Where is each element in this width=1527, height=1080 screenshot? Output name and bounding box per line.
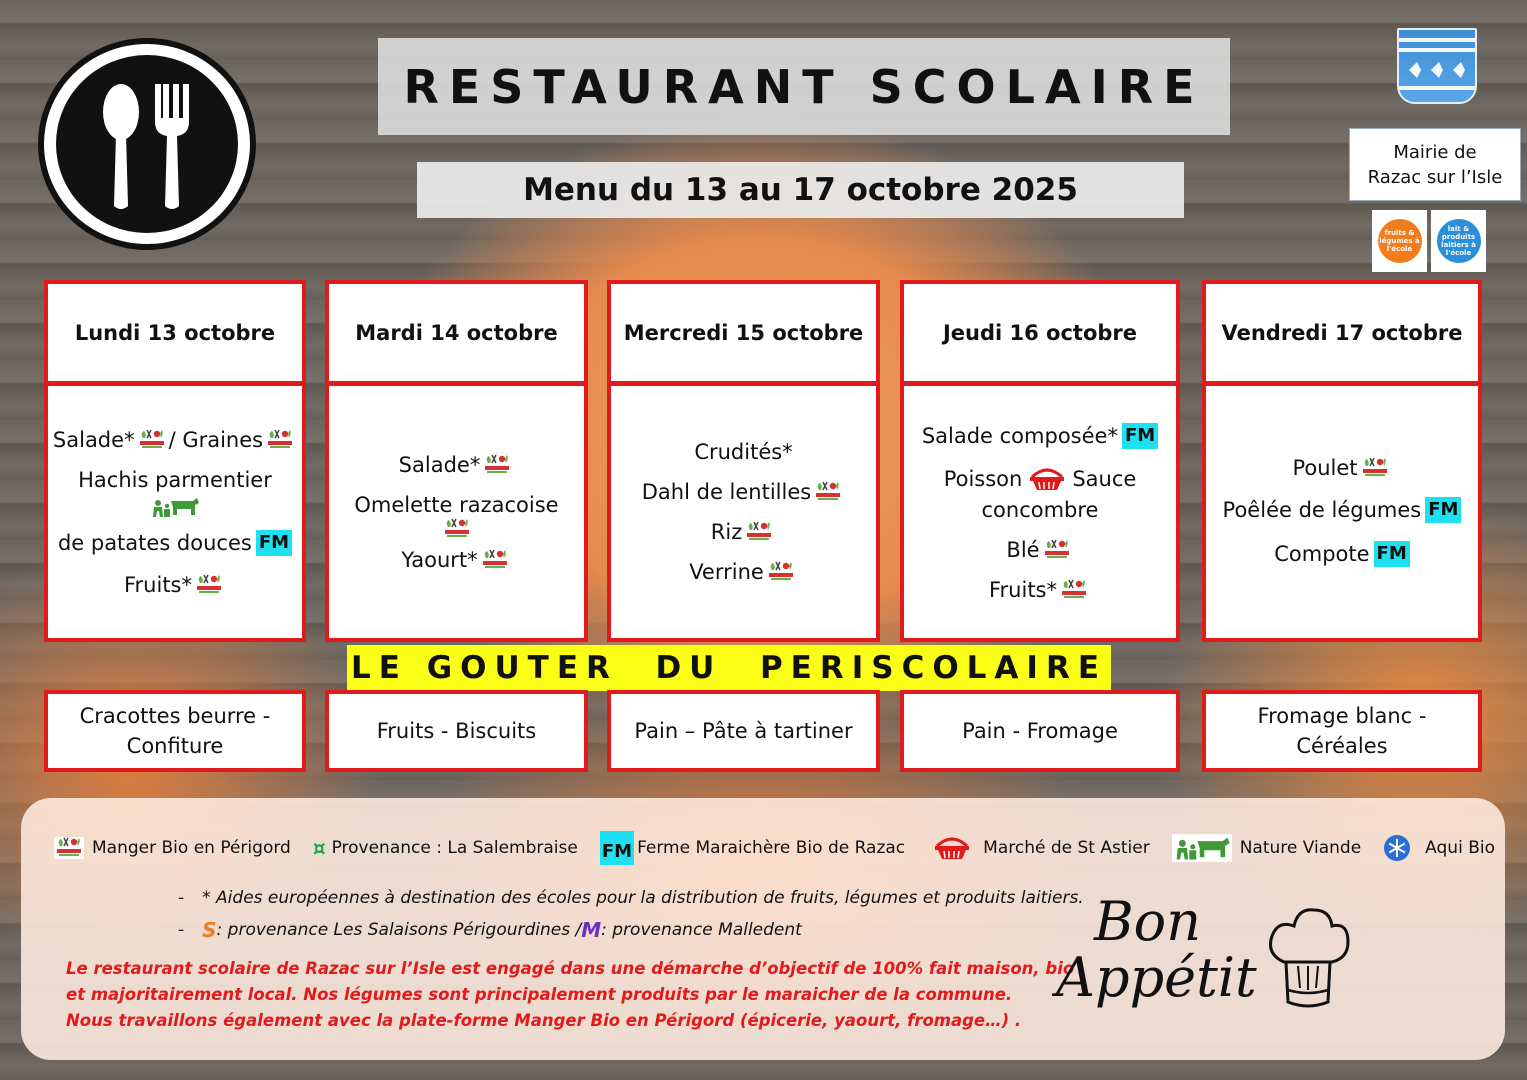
letter-m: M xyxy=(581,918,602,942)
menu-line xyxy=(1223,497,1462,523)
lait-badge-icon xyxy=(1431,210,1486,272)
legend-label: Provenance : La Salembraise xyxy=(331,838,578,858)
dish: Fruits* xyxy=(123,572,192,597)
legend-row xyxy=(52,828,1495,868)
menu-mercredi xyxy=(607,382,880,642)
fruits-badge-label: fruits & légumes à l'école xyxy=(1378,219,1422,263)
menu-line xyxy=(58,530,292,556)
commitment-line: et majoritairement local. Nos légumes sont principalement produits par le maraicher de la commune. xyxy=(66,985,1013,1004)
manger-bio-icon xyxy=(265,429,295,451)
snack-mercredi xyxy=(607,690,880,772)
snack-line: Cracottes beurre - xyxy=(79,704,271,728)
day-header-mardi xyxy=(325,280,588,385)
menu-line xyxy=(922,423,1158,449)
snack-jeudi xyxy=(900,690,1180,772)
dish: Verrine xyxy=(689,560,764,584)
legend-marche xyxy=(927,836,1150,860)
mairie-line-2: Razac sur l’Isle xyxy=(1367,166,1503,188)
snack-line: Pain - Fromage xyxy=(962,719,1118,743)
manger-bio-icon xyxy=(1360,457,1390,479)
note-text: : provenance Malledent xyxy=(601,920,802,940)
dish: Sauce xyxy=(1072,467,1137,491)
dish: Salade* xyxy=(398,452,481,477)
legend-manger-bio xyxy=(52,837,291,859)
letter-s: S xyxy=(202,918,217,942)
manger-bio-icon xyxy=(194,574,224,596)
menu-line xyxy=(1274,541,1410,567)
chef-hat-icon xyxy=(1262,902,1352,1012)
day-label: Lundi 13 octobre xyxy=(74,320,276,345)
menu-line xyxy=(989,579,1091,601)
dish: Compote xyxy=(1274,542,1370,566)
day-label: Mercredi 15 octobre xyxy=(623,320,864,345)
snack-line: Pain – Pâte à tartiner xyxy=(634,719,853,743)
dish: Riz xyxy=(710,520,743,544)
commitment-line: Nous travaillons également avec la plate-forme Manger Bio en Périgord (épicerie, yaourt, fromage…) . xyxy=(66,1011,1022,1030)
dish: concombre xyxy=(981,498,1099,522)
day-header-lundi xyxy=(44,280,306,385)
dish: Poisson xyxy=(943,467,1023,491)
menu-line xyxy=(440,518,474,540)
mairie-label xyxy=(1349,128,1521,201)
day-header-vendredi xyxy=(1202,280,1482,385)
snack-line: Fromage blanc - xyxy=(1257,704,1427,728)
menu-line xyxy=(354,494,558,516)
manger-bio-icon xyxy=(54,837,84,859)
menu-line xyxy=(53,429,297,451)
lait-badge-label: lait & produits laitiers à l'école xyxy=(1437,219,1481,263)
commitment-line: Le restaurant scolaire de Razac sur l’Isle est engagé dans une démarche d’objectif de 100% fait maison, bio xyxy=(66,959,1075,978)
day-label: Jeudi 16 octobre xyxy=(942,320,1138,345)
mairie-line-1: Mairie de xyxy=(1393,141,1477,163)
dish: Salade* xyxy=(52,427,135,452)
commitment-text xyxy=(66,956,1074,1034)
day-header-mercredi xyxy=(607,280,880,385)
snack-vendredi xyxy=(1202,690,1482,772)
legend-fm xyxy=(600,831,905,865)
menu-line xyxy=(78,469,272,491)
nature-viande-icon xyxy=(149,495,201,519)
dish: Crudités* xyxy=(694,440,793,464)
note-aides xyxy=(178,888,1084,908)
legend-label: Ferme Maraichère Bio de Razac xyxy=(637,838,906,858)
note-provenance xyxy=(178,918,802,942)
day-label: Mardi 14 octobre xyxy=(355,320,558,345)
manger-bio-icon xyxy=(1042,539,1072,561)
dish: / Graines xyxy=(168,427,264,452)
title-banner xyxy=(378,38,1230,135)
menu-line xyxy=(982,499,1099,521)
day-header-jeudi xyxy=(900,280,1180,385)
dish: Salade composée* xyxy=(921,424,1118,448)
dish: Poêlée de légumes xyxy=(1222,498,1422,522)
manger-bio-icon xyxy=(442,518,472,540)
dish: Fruits* xyxy=(988,578,1057,602)
bullet-dash: - xyxy=(178,920,185,940)
snowflake-icon xyxy=(1383,834,1411,862)
basket-icon xyxy=(1028,467,1066,491)
menu-jeudi xyxy=(900,382,1180,642)
legend-label: Manger Bio en Périgord xyxy=(92,838,291,858)
manger-bio-icon xyxy=(766,561,796,583)
page-title: RESTAURANT SCOLAIRE xyxy=(403,59,1205,114)
dish: Hachis parmentier xyxy=(78,467,272,492)
menu-line xyxy=(642,481,845,503)
bullet-dash: - xyxy=(178,888,185,908)
fm-badge: FM xyxy=(1374,541,1410,567)
gouter-banner: LE GOUTER DU PERISCOLAIRE xyxy=(347,645,1111,691)
snack-line: Confiture xyxy=(126,734,224,758)
dish: Dahl de lentilles xyxy=(641,480,812,504)
spoon-fork-icon xyxy=(87,74,207,214)
subtitle-banner xyxy=(417,162,1184,218)
legend-nature-viande xyxy=(1172,833,1361,863)
legend-label: Nature Viande xyxy=(1239,838,1362,858)
snack-mardi xyxy=(325,690,588,772)
dish: Poulet xyxy=(1292,456,1358,480)
town-crest-icon xyxy=(1397,28,1477,104)
dish: Yaourt* xyxy=(401,547,478,572)
menu-line xyxy=(689,561,798,583)
dish: de patates douces xyxy=(57,530,252,555)
basket-icon xyxy=(933,836,971,860)
fm-badge: FM xyxy=(600,831,634,865)
menu-line xyxy=(401,549,511,571)
menu-line xyxy=(1006,539,1073,561)
legend-aqui-bio xyxy=(1383,834,1495,862)
menu-mardi xyxy=(325,382,588,642)
salembraise-icon: ¤ xyxy=(312,836,326,860)
dish: Omelette razacoise xyxy=(354,492,559,517)
manger-bio-icon xyxy=(482,454,512,476)
legend-label: Aqui Bio xyxy=(1425,838,1495,858)
legend-label: Marché de St Astier xyxy=(983,838,1150,858)
manger-bio-icon xyxy=(744,521,774,543)
signature-line-1: Bon xyxy=(1094,890,1201,953)
program-badges xyxy=(1372,210,1486,272)
menu-line xyxy=(1292,457,1391,479)
fm-badge: FM xyxy=(256,530,292,556)
menu-line xyxy=(149,495,201,519)
fm-badge: FM xyxy=(1122,423,1158,449)
day-label: Vendredi 17 octobre xyxy=(1221,320,1463,345)
nature-viande-icon xyxy=(1172,833,1232,863)
legend-salembraise xyxy=(313,836,578,860)
menu-line xyxy=(694,441,792,463)
snack-line: Fruits - Biscuits xyxy=(376,719,537,743)
menu-line xyxy=(399,454,515,476)
menu-line xyxy=(944,467,1137,491)
bon-appetit-signature xyxy=(1050,888,1350,1028)
fruits-legumes-badge-icon xyxy=(1372,210,1427,272)
menu-line xyxy=(711,521,776,543)
snack-lundi xyxy=(44,690,306,772)
snack-line: Céréales xyxy=(1296,734,1388,758)
fm-badge: FM xyxy=(1425,497,1461,523)
note-text: * Aides européennes à destination des écoles pour la distribution de fruits, légumes et produits laitiers. xyxy=(202,888,1084,908)
manger-bio-icon xyxy=(480,549,510,571)
menu-vendredi xyxy=(1202,382,1482,642)
signature-line-2: Appétit xyxy=(1056,946,1257,1009)
manger-bio-icon xyxy=(137,429,167,451)
manger-bio-icon xyxy=(813,481,843,503)
menu-date-range: Menu du 13 au 17 octobre 2025 xyxy=(523,172,1078,208)
dish: Blé xyxy=(1006,538,1040,562)
cutlery-logo xyxy=(38,38,256,250)
menu-line xyxy=(124,574,226,596)
manger-bio-icon xyxy=(1059,579,1089,601)
menu-lundi xyxy=(44,382,306,642)
note-text: : provenance Les Salaisons Périgourdines / xyxy=(216,920,582,940)
